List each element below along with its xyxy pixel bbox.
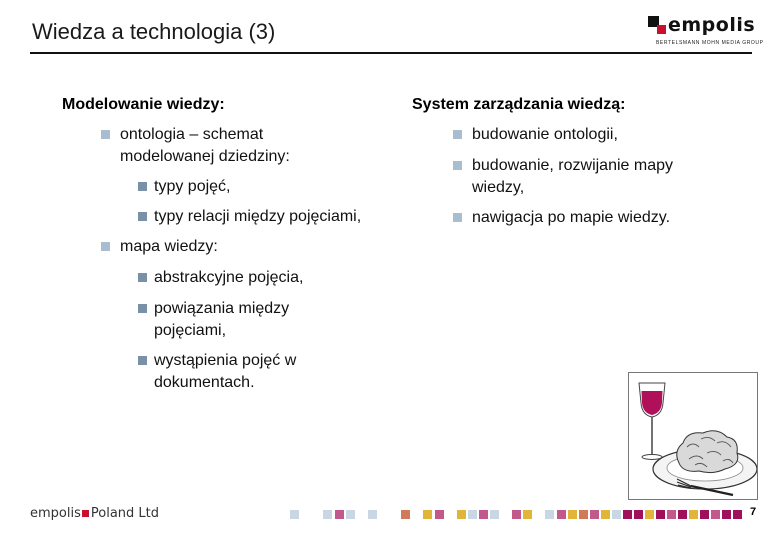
bullet-icon [101, 242, 110, 251]
bullet-text: mapa wiedzy: [120, 238, 218, 255]
slide-title: Wiedza a technologia (3) [32, 19, 276, 44]
left-heading: Modelowanie wiedzy: [62, 96, 225, 113]
bullet-icon [453, 213, 462, 222]
bullet-icon [138, 304, 147, 313]
bullet-text: nawigacja po mapie wiedzy. [472, 209, 671, 226]
title-divider [30, 52, 752, 54]
footer-decoration [0, 510, 780, 520]
bullet-text: typy pojęć, [154, 178, 231, 195]
bullet-text: wystąpienia pojęć w dokumentach. [154, 352, 297, 391]
page-number: 7 [750, 506, 757, 518]
bullet-icon [101, 130, 110, 139]
bullet-text: budowanie ontologii, [472, 126, 618, 143]
logo-wordmark: empolis [668, 14, 756, 36]
bullet-icon [138, 273, 147, 282]
bullet-icon [138, 356, 147, 365]
brain-on-plate-with-wine-glass-icon [629, 373, 757, 499]
bullet-icon [453, 161, 462, 170]
bullet-text: budowanie, rozwijanie mapy wiedzy, [472, 157, 673, 196]
footer-brand: empolis Poland Ltd [30, 506, 159, 521]
bullet-text: ontologia – schemat modelowanej dziedziny: [120, 126, 290, 165]
logo-subline: BERTELSMANN MOHN MEDIA GROUP [656, 40, 764, 46]
bullet-text: powiązania między pojęciami, [154, 300, 290, 339]
bullet-text: abstrakcyjne pojęcia, [154, 269, 304, 286]
bullet-icon [138, 182, 147, 191]
right-heading: System zarządzania wiedzą: [412, 96, 626, 113]
bullet-icon [453, 130, 462, 139]
bullet-text: typy relacji między pojęciami, [154, 208, 362, 225]
brain-plate-illustration [628, 372, 758, 500]
logo-mark-icon [648, 16, 666, 34]
empolis-logo [648, 14, 764, 50]
bullet-icon [138, 212, 147, 221]
